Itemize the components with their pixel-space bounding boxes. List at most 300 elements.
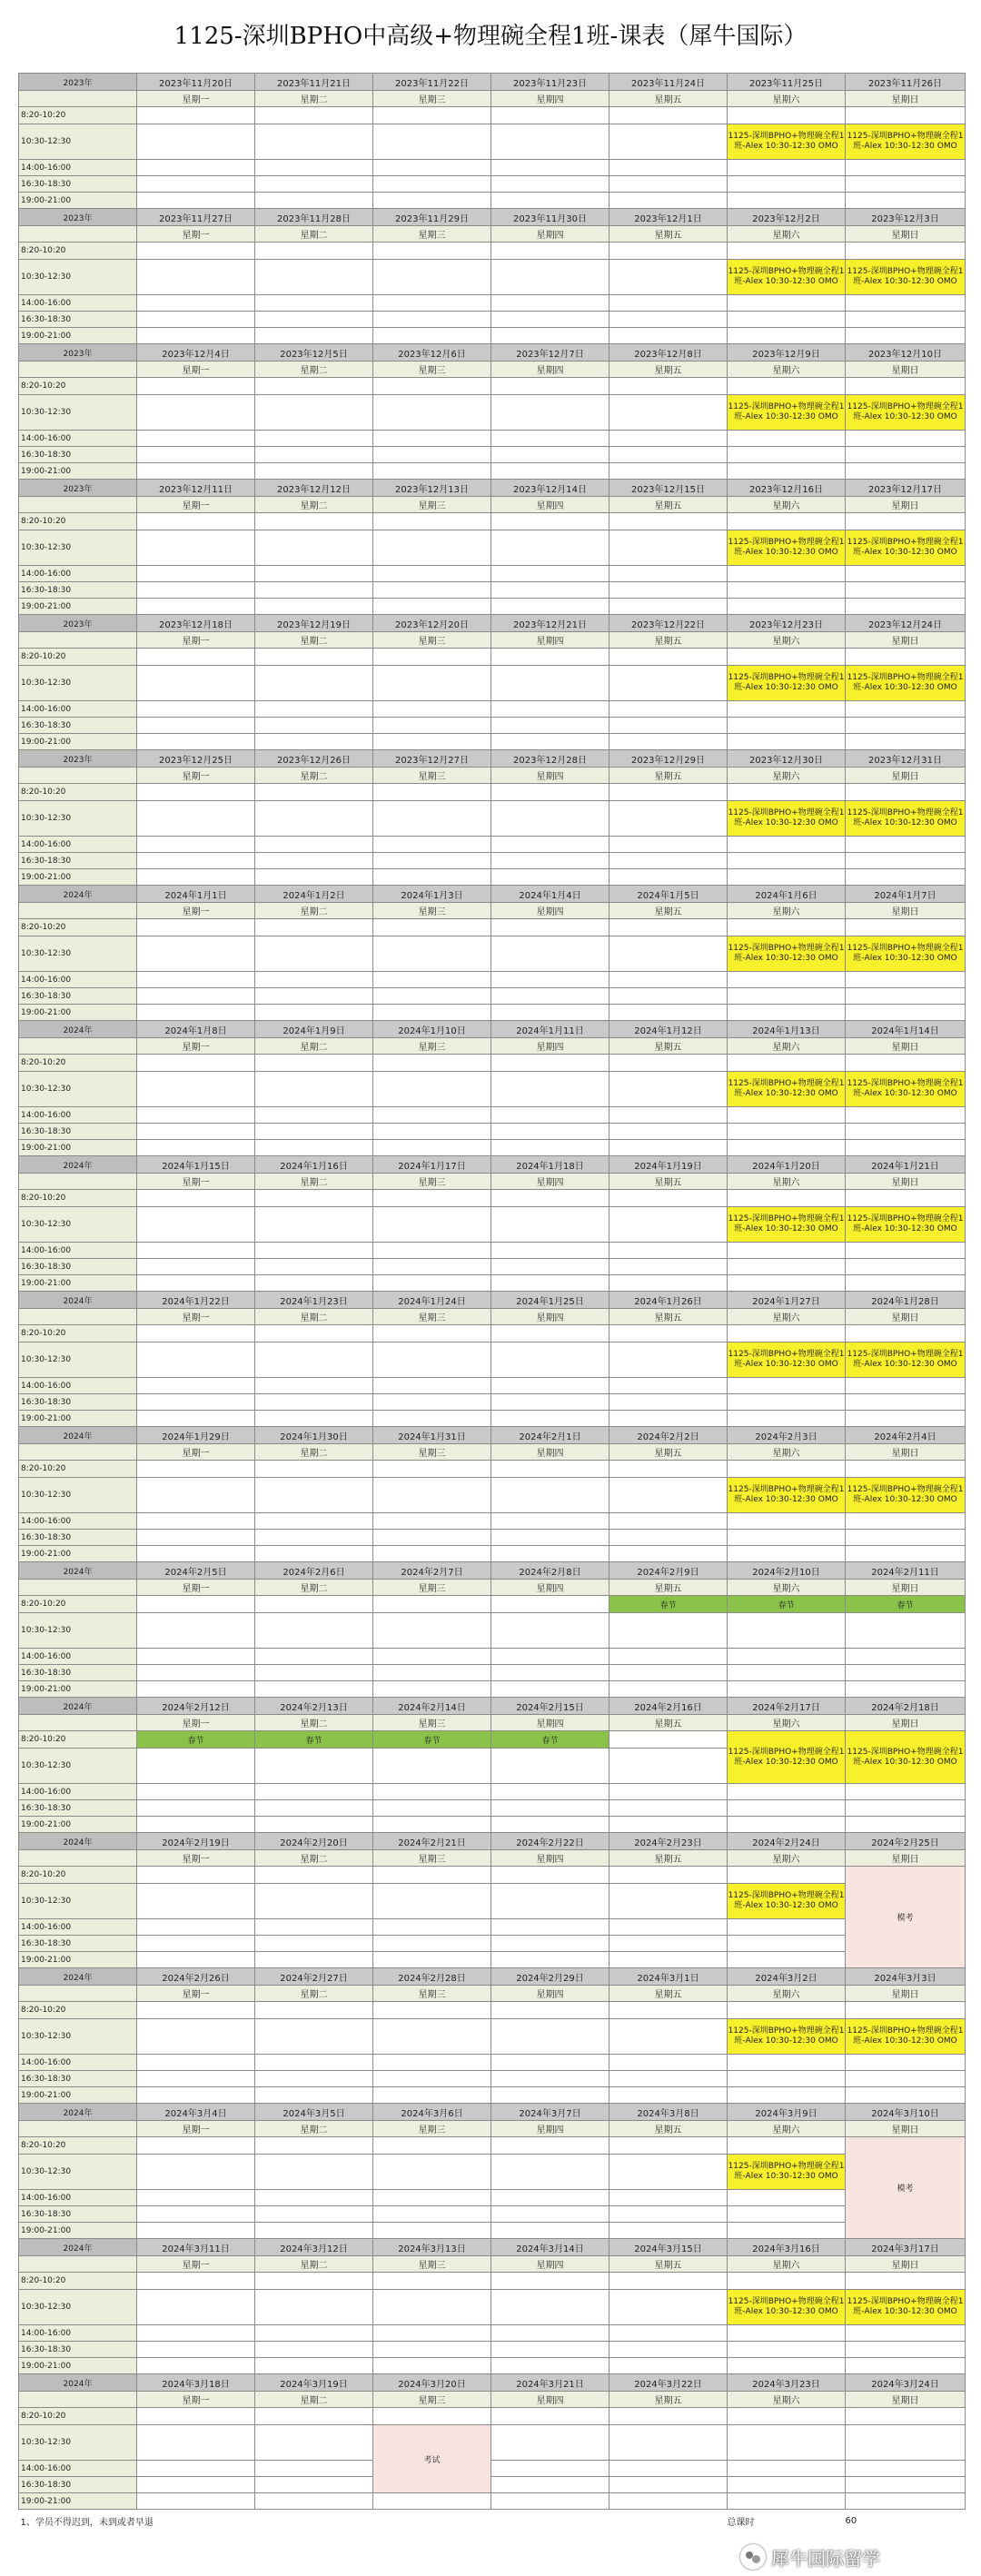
mock-exam-cell: 模考: [846, 2137, 966, 2239]
empty-cell: [137, 1107, 255, 1124]
weekday-cell: 星期五: [609, 632, 728, 649]
empty-cell: [609, 2223, 728, 2239]
course-cell: 1125-深圳BPHO+物理碗全程1班-Alex 10:30-12:30 OMO: [846, 1207, 966, 1243]
empty-cell: [846, 463, 966, 480]
schedule-table: [18, 73, 966, 2531]
empty-cell: [609, 2137, 728, 2155]
weekday-cell: 星期一: [137, 2256, 255, 2273]
empty-cell: [137, 328, 255, 344]
empty-cell: [255, 1884, 373, 1919]
empty-cell: [255, 1936, 373, 1952]
empty-cell: [255, 463, 373, 480]
empty-cell: [609, 1867, 728, 1884]
empty-cell: [255, 1005, 373, 1021]
empty-cell: [491, 2408, 609, 2425]
weekday-blank-cell: [19, 1850, 137, 1867]
course-cell: 1125-深圳BPHO+物理碗全程1班-Alex 10:30-12:30 OMO: [728, 1072, 846, 1107]
date-cell: 2023年11月28日: [255, 209, 373, 226]
date-cell: 2023年12月3日: [846, 209, 966, 226]
weekday-cell: 星期六: [728, 2121, 846, 2137]
empty-cell: [255, 447, 373, 463]
empty-cell: [846, 2071, 966, 2087]
empty-cell: [373, 599, 491, 615]
weekday-cell: 星期二: [255, 226, 373, 243]
empty-cell: [137, 1884, 255, 1919]
empty-cell: [373, 1259, 491, 1275]
empty-cell: [846, 2408, 966, 2425]
empty-cell: [609, 1513, 728, 1530]
time-slot-label: 19:00-21:00: [19, 193, 137, 209]
time-slot-row: [19, 2206, 966, 2223]
time-slot-row: [19, 853, 966, 869]
time-slot-row: [19, 1530, 966, 1546]
date-cell: 2023年12月27日: [373, 750, 491, 768]
weekday-blank-cell: [19, 632, 137, 649]
empty-cell: [373, 972, 491, 988]
date-cell: 2023年12月22日: [609, 615, 728, 632]
empty-cell: [846, 1800, 966, 1817]
weekday-cell: 星期一: [137, 362, 255, 378]
date-cell: 2024年2月25日: [846, 1833, 966, 1850]
time-slot-label: 8:20-10:20: [19, 2137, 137, 2155]
empty-cell: [609, 463, 728, 480]
time-slot-row: [19, 1919, 966, 1936]
empty-cell: [255, 2019, 373, 2055]
weekday-cell: 星期日: [846, 2121, 966, 2137]
empty-cell: [373, 2087, 491, 2104]
weekday-cell: 星期二: [255, 1309, 373, 1325]
empty-cell: [255, 243, 373, 260]
empty-cell: [609, 1884, 728, 1919]
date-cell: 2024年2月10日: [728, 1562, 846, 1580]
week-date-row: [19, 886, 966, 903]
empty-cell: [137, 666, 255, 701]
weekday-cell: 星期三: [373, 1174, 491, 1190]
weekday-cell: 星期一: [137, 1580, 255, 1596]
time-slot-label: 14:00-16:00: [19, 837, 137, 853]
empty-cell: [609, 1530, 728, 1546]
empty-cell: [846, 447, 966, 463]
empty-cell: [137, 1919, 255, 1936]
empty-cell: [373, 1596, 491, 1613]
weekday-cell: 星期四: [491, 1850, 609, 1867]
empty-cell: [846, 1546, 966, 1562]
holiday-cell: 春节: [728, 1596, 846, 1613]
empty-cell: [609, 513, 728, 530]
weekday-cell: 星期五: [609, 362, 728, 378]
weekday-cell: 星期二: [255, 2392, 373, 2408]
weekday-blank-cell: [19, 2392, 137, 2408]
empty-cell: [846, 1411, 966, 1427]
date-cell: 2024年3月19日: [255, 2374, 373, 2392]
empty-cell: [137, 1867, 255, 1884]
date-cell: 2024年3月1日: [609, 1968, 728, 1986]
date-cell: 2024年2月28日: [373, 1968, 491, 1986]
empty-cell: [373, 107, 491, 124]
weekday-cell: 星期五: [609, 1309, 728, 1325]
time-slot-label: 16:30-18:30: [19, 718, 137, 734]
weekday-blank-cell: [19, 1580, 137, 1596]
time-slot-row: [19, 1207, 966, 1243]
empty-cell: [609, 312, 728, 328]
date-cell: 2023年12月12日: [255, 480, 373, 497]
empty-cell: [373, 1613, 491, 1649]
date-cell: 2024年1月7日: [846, 886, 966, 903]
time-slot-label: 10:30-12:30: [19, 1478, 137, 1513]
time-slot-row: [19, 1124, 966, 1140]
empty-cell: [137, 2408, 255, 2425]
weekday-row: [19, 362, 966, 378]
time-slot-row: [19, 701, 966, 718]
weekday-cell: 星期二: [255, 1444, 373, 1461]
empty-cell: [609, 395, 728, 431]
weekday-cell: 星期五: [609, 226, 728, 243]
time-slot-label: 19:00-21:00: [19, 2493, 137, 2510]
time-slot-label: 8:20-10:20: [19, 1731, 137, 1749]
weekday-row: [19, 1444, 966, 1461]
date-cell: 2023年11月22日: [373, 74, 491, 91]
time-slot-row: [19, 295, 966, 312]
empty-cell: [728, 718, 846, 734]
empty-cell: [255, 2461, 373, 2477]
empty-cell: [137, 1649, 255, 1665]
empty-cell: [373, 463, 491, 480]
empty-cell: [846, 328, 966, 344]
empty-cell: [609, 1325, 728, 1342]
time-slot-row: [19, 1952, 966, 1968]
time-slot-label: 14:00-16:00: [19, 1107, 137, 1124]
weekday-row: [19, 903, 966, 919]
date-cell: 2024年2月8日: [491, 1562, 609, 1580]
empty-cell: [491, 1055, 609, 1072]
empty-cell: [137, 2019, 255, 2055]
weekday-cell: 星期三: [373, 1444, 491, 1461]
time-slot-row: [19, 649, 966, 666]
time-slot-row: [19, 1649, 966, 1665]
empty-cell: [846, 582, 966, 599]
date-cell: 2024年3月16日: [728, 2239, 846, 2256]
date-cell: 2024年1月22日: [137, 1292, 255, 1309]
time-slot-label: 8:20-10:20: [19, 378, 137, 395]
empty-cell: [137, 1613, 255, 1649]
empty-cell: [609, 1613, 728, 1649]
week-date-row: [19, 74, 966, 91]
empty-cell: [255, 718, 373, 734]
empty-cell: [255, 2190, 373, 2206]
weekday-cell: 星期二: [255, 1986, 373, 2002]
empty-cell: [137, 260, 255, 295]
date-cell: 2023年11月27日: [137, 209, 255, 226]
date-cell: 2024年3月14日: [491, 2239, 609, 2256]
time-slot-label: 14:00-16:00: [19, 2325, 137, 2342]
date-cell: 2024年3月8日: [609, 2104, 728, 2121]
time-slot-row: [19, 1140, 966, 1156]
time-slot-row: [19, 1867, 966, 1884]
empty-cell: [846, 1817, 966, 1833]
weekday-cell: 星期五: [609, 1444, 728, 1461]
empty-cell: [728, 2223, 846, 2239]
empty-cell: [255, 1378, 373, 1394]
year-label: 2024年: [19, 2104, 137, 2121]
empty-cell: [137, 2358, 255, 2374]
weekday-row: [19, 2121, 966, 2137]
course-cell: 1125-深圳BPHO+物理碗全程1班-Alex 10:30-12:30 OMO: [846, 530, 966, 566]
time-slot-label: 10:30-12:30: [19, 2290, 137, 2325]
empty-cell: [728, 2137, 846, 2155]
date-cell: 2023年12月15日: [609, 480, 728, 497]
empty-cell: [728, 1513, 846, 1530]
empty-cell: [373, 1325, 491, 1342]
empty-cell: [373, 1207, 491, 1243]
empty-cell: [255, 2273, 373, 2290]
course-cell: 1125-深圳BPHO+物理碗全程1班-Alex 10:30-12:30 OMO: [846, 801, 966, 837]
date-cell: 2023年12月1日: [609, 209, 728, 226]
empty-cell: [609, 295, 728, 312]
empty-cell: [491, 1005, 609, 1021]
empty-cell: [609, 1546, 728, 1562]
empty-cell: [728, 1936, 846, 1952]
empty-cell: [846, 378, 966, 395]
empty-cell: [728, 2425, 846, 2461]
empty-cell: [846, 2493, 966, 2510]
empty-cell: [609, 919, 728, 936]
empty-cell: [373, 2002, 491, 2019]
empty-cell: [609, 2342, 728, 2358]
empty-cell: [491, 1190, 609, 1207]
time-slot-label: 8:20-10:20: [19, 1190, 137, 1207]
time-slot-row: [19, 2273, 966, 2290]
time-slot-label: 10:30-12:30: [19, 2155, 137, 2190]
time-slot-label: 19:00-21:00: [19, 2358, 137, 2374]
empty-cell: [255, 1140, 373, 1156]
empty-cell: [846, 1243, 966, 1259]
weekday-cell: 星期一: [137, 1850, 255, 1867]
weekday-cell: 星期五: [609, 91, 728, 107]
weekday-cell: 星期一: [137, 903, 255, 919]
empty-cell: [846, 566, 966, 582]
empty-cell: [373, 2273, 491, 2290]
empty-cell: [728, 1107, 846, 1124]
empty-cell: [609, 784, 728, 801]
empty-cell: [491, 1275, 609, 1292]
weekday-cell: 星期二: [255, 1580, 373, 1596]
empty-cell: [609, 2477, 728, 2493]
empty-cell: [255, 2325, 373, 2342]
empty-cell: [846, 2273, 966, 2290]
date-cell: 2024年1月23日: [255, 1292, 373, 1309]
empty-cell: [846, 1005, 966, 1021]
time-slot-label: 8:20-10:20: [19, 1325, 137, 1342]
empty-cell: [137, 1596, 255, 1613]
empty-cell: [609, 1749, 728, 1784]
week-date-row: [19, 1968, 966, 1986]
date-cell: 2023年11月23日: [491, 74, 609, 91]
empty-cell: [255, 1665, 373, 1681]
weekday-cell: 星期六: [728, 1850, 846, 1867]
empty-cell: [137, 1411, 255, 1427]
empty-cell: [373, 1884, 491, 1919]
time-slot-label: 10:30-12:30: [19, 1342, 137, 1378]
weekday-cell: 星期五: [609, 1174, 728, 1190]
empty-cell: [255, 1681, 373, 1698]
empty-cell: [609, 1243, 728, 1259]
weekday-cell: 星期三: [373, 1850, 491, 1867]
time-slot-label: 8:20-10:20: [19, 243, 137, 260]
empty-cell: [728, 599, 846, 615]
course-cell: 1125-深圳BPHO+物理碗全程1班-Alex 10:30-12:30 OMO: [728, 124, 846, 160]
weekday-cell: 星期三: [373, 497, 491, 513]
time-slot-row: [19, 837, 966, 853]
year-label: 2024年: [19, 1427, 137, 1444]
empty-cell: [609, 701, 728, 718]
time-slot-label: 10:30-12:30: [19, 666, 137, 701]
empty-cell: [846, 1259, 966, 1275]
weekday-cell: 星期三: [373, 1986, 491, 2002]
empty-cell: [491, 666, 609, 701]
weekday-cell: 星期二: [255, 632, 373, 649]
empty-cell: [728, 701, 846, 718]
empty-cell: [373, 2190, 491, 2206]
week-date-row: [19, 750, 966, 768]
course-cell: 1125-深圳BPHO+物理碗全程1班-Alex 10:30-12:30 OMO: [846, 2290, 966, 2325]
empty-cell: [491, 2223, 609, 2239]
weekday-cell: 星期三: [373, 2392, 491, 2408]
empty-cell: [373, 1936, 491, 1952]
empty-cell: [491, 1378, 609, 1394]
date-cell: 2024年2月24日: [728, 1833, 846, 1850]
total-hours-value: 60: [846, 2510, 966, 2532]
empty-cell: [255, 2223, 373, 2239]
weekday-cell: 星期六: [728, 1444, 846, 1461]
empty-cell: [491, 243, 609, 260]
weekday-cell: 星期四: [491, 2392, 609, 2408]
weekday-cell: 星期二: [255, 1038, 373, 1055]
time-slot-label: 14:00-16:00: [19, 160, 137, 176]
time-slot-row: [19, 2325, 966, 2342]
date-cell: 2023年12月5日: [255, 344, 373, 362]
time-slot-label: 16:30-18:30: [19, 312, 137, 328]
empty-cell: [609, 2002, 728, 2019]
time-slot-row: [19, 919, 966, 936]
time-slot-row: [19, 2477, 966, 2493]
date-cell: 2024年1月3日: [373, 886, 491, 903]
time-slot-label: 19:00-21:00: [19, 1817, 137, 1833]
time-slot-label: 16:30-18:30: [19, 176, 137, 193]
date-cell: 2024年2月27日: [255, 1968, 373, 1986]
empty-cell: [373, 1107, 491, 1124]
empty-cell: [255, 1513, 373, 1530]
time-slot-row: [19, 1731, 966, 1749]
empty-cell: [373, 2155, 491, 2190]
date-cell: 2024年1月30日: [255, 1427, 373, 1444]
empty-cell: [137, 1461, 255, 1478]
time-slot-label: 8:20-10:20: [19, 2273, 137, 2290]
date-cell: 2024年1月31日: [373, 1427, 491, 1444]
date-cell: 2023年11月21日: [255, 74, 373, 91]
empty-cell: [373, 853, 491, 869]
weekday-cell: 星期日: [846, 1986, 966, 2002]
weekday-row: [19, 1309, 966, 1325]
weekday-cell: 星期四: [491, 903, 609, 919]
empty-cell: [373, 260, 491, 295]
date-cell: 2024年1月20日: [728, 1156, 846, 1174]
weekday-cell: 星期三: [373, 226, 491, 243]
weekday-cell: 星期二: [255, 1850, 373, 1867]
empty-cell: [255, 582, 373, 599]
holiday-cell: 春节: [373, 1731, 491, 1749]
footer-row: [19, 2510, 966, 2532]
weekday-row: [19, 1174, 966, 1190]
empty-cell: [609, 1124, 728, 1140]
empty-cell: [137, 1275, 255, 1292]
empty-cell: [609, 107, 728, 124]
date-cell: 2024年1月9日: [255, 1021, 373, 1038]
empty-cell: [255, 1055, 373, 1072]
year-label: 2023年: [19, 209, 137, 226]
empty-cell: [846, 1378, 966, 1394]
course-cell: 1125-深圳BPHO+物理碗全程1班-Alex 10:30-12:30 OMO: [846, 1731, 966, 1784]
empty-cell: [609, 1072, 728, 1107]
empty-cell: [491, 513, 609, 530]
time-slot-label: 16:30-18:30: [19, 447, 137, 463]
weekday-cell: 星期四: [491, 1038, 609, 1055]
date-cell: 2024年2月5日: [137, 1562, 255, 1580]
empty-cell: [373, 328, 491, 344]
empty-cell: [491, 582, 609, 599]
empty-cell: [137, 2425, 255, 2461]
empty-cell: [373, 2206, 491, 2223]
time-slot-label: 16:30-18:30: [19, 1530, 137, 1546]
empty-cell: [491, 1394, 609, 1411]
time-slot-label: 16:30-18:30: [19, 2342, 137, 2358]
empty-cell: [255, 395, 373, 431]
empty-cell: [255, 1243, 373, 1259]
year-label: 2024年: [19, 1968, 137, 1986]
empty-cell: [728, 1461, 846, 1478]
empty-cell: [373, 1342, 491, 1378]
empty-cell: [609, 1275, 728, 1292]
time-slot-label: 19:00-21:00: [19, 1005, 137, 1021]
empty-cell: [255, 260, 373, 295]
weekday-cell: 星期六: [728, 497, 846, 513]
time-slot-label: 14:00-16:00: [19, 1378, 137, 1394]
empty-cell: [255, 2290, 373, 2325]
empty-cell: [728, 2055, 846, 2071]
empty-cell: [609, 582, 728, 599]
empty-cell: [373, 1784, 491, 1800]
empty-cell: [609, 2325, 728, 2342]
empty-cell: [255, 1072, 373, 1107]
empty-cell: [609, 1731, 728, 1749]
empty-cell: [491, 193, 609, 209]
empty-cell: [373, 701, 491, 718]
empty-cell: [137, 2055, 255, 2071]
date-cell: 2023年12月26日: [255, 750, 373, 768]
date-cell: 2024年2月3日: [728, 1427, 846, 1444]
empty-cell: [373, 513, 491, 530]
weekday-cell: 星期日: [846, 1309, 966, 1325]
time-slot-label: 16:30-18:30: [19, 1665, 137, 1681]
weekday-cell: 星期四: [491, 1580, 609, 1596]
empty-cell: [255, 1342, 373, 1378]
time-slot-label: 14:00-16:00: [19, 2190, 137, 2206]
empty-cell: [728, 2342, 846, 2358]
empty-cell: [255, 160, 373, 176]
empty-cell: [491, 1800, 609, 1817]
weekday-row: [19, 632, 966, 649]
empty-cell: [609, 853, 728, 869]
empty-cell: [728, 1411, 846, 1427]
